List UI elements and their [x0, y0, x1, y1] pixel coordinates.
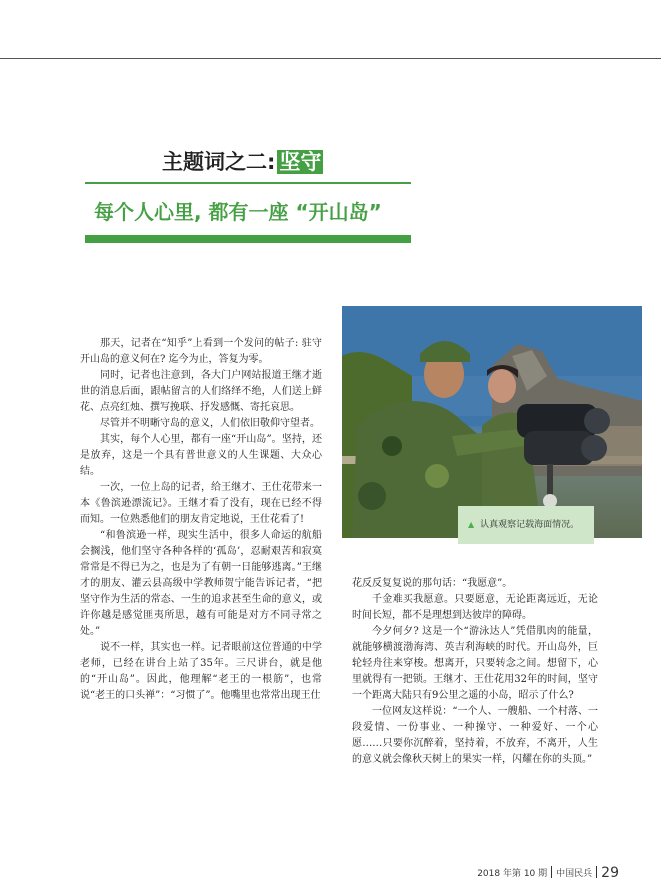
paragraph: 花反反复复说的那句话：“我愿意”。 — [352, 578, 513, 589]
paragraph: 其实，每个人心里，都有一座“开山岛”。坚持，还是放弃，这是一个具有普世意义的人生课题、大众心结。 — [80, 434, 322, 477]
top-rule — [0, 58, 661, 59]
paragraph: 一次，一位上岛的记者，给王继才、王仕花带来一本《鲁滨逊漂流记》。王继才看了没有，现在已经不得而知。一位熟悉他们的朋友肯定地说，王仕花看了! — [80, 482, 322, 525]
paragraph: 千金难买我愿意。只要愿意，无论距离远近，无论时间长短，都不是理想到达彼岸的障碍。 — [352, 594, 598, 621]
footer-divider — [596, 866, 597, 878]
triangle-marker-icon: ▲ — [468, 520, 475, 529]
article-photo — [342, 306, 642, 538]
page-number: 29 — [601, 865, 619, 881]
photo-illustration — [342, 306, 642, 538]
issue-label: 2018 年第 10 期 — [477, 869, 548, 879]
paragraph: 今夕何夕? 这是一个“游泳达人”凭借肌肉的能量，就能够横渡渤海湾、英吉利海峡的时代。开山岛外，巨轮轻舟往来穿梭。想离开，只要转念之间。想留下，心里就得有一把锁。王继才、王仕花用32年的时间，坚守一个距离大陆只有9公里之遥的小岛，昭示了什么? — [352, 626, 598, 701]
paragraph: 一位网友这样说：“一个人、一艘船、一个村落、一段爱情、一份事业、一种操守、一种爱好、一个心愿……只要你沉醉着，坚持着，不放弃，不离开，人生的意义就会像秋天树上的果实一样，闪耀在你的头顶。” — [352, 706, 598, 765]
page-footer — [477, 865, 619, 882]
section-title-highlight: 坚守 — [279, 150, 322, 174]
section-title-prefix: 主题词之二: — [162, 150, 276, 174]
paragraph: “和鲁滨逊一样，现实生活中，很多人命运的航船会搁浅，他们坚守各种各样的‘孤岛’，忍耐艰苦和寂寞常常是不得已为之，也是为了有朝一日能够逃离。”王继才的朋友、灌云县高级中学教师贺宁能告诉记者，“把坚守作为生活的常态、一生的追求甚至生命的意义，或许你越是感觉匪夷所思，越有可能是对方不同寻常之处。” — [80, 530, 322, 637]
footer-divider — [551, 866, 552, 878]
paragraph: 说不一样，其实也一样。记者眼前这位普通的中学老师，已经在讲台上站了35年。三尺讲台，就是他的“开山岛”。因此，他理解“老王的一根筋”，也常说“老王的口头禅”：“习惯了”。他嘴里也常常出现王仕 — [80, 642, 322, 701]
paragraph: 那天，记者在“知乎”上看到一个发问的帖子: 驻守开山岛的意义何在? 迄今为止，答复为零。 — [80, 338, 322, 365]
photo-caption-text: 认真观察记载海面情况。 — [480, 520, 580, 530]
title-divider — [85, 182, 411, 184]
article-column-left — [80, 336, 322, 704]
photo-caption — [458, 506, 594, 544]
paragraph: 同时，记者也注意到，各大门户网站报道王继才逝世的消息后面，跟帖留言的人们络绎不绝，人们送上鲜花、点亮红烛、撰写挽联、抒发感慨、寄托哀思。 — [80, 370, 322, 413]
section-title — [162, 148, 323, 176]
paragraph: 尽管并不明晰守岛的意义，人们依旧敬仰守望者。 — [100, 418, 320, 429]
article-column-right — [352, 576, 598, 768]
magazine-name: 中国民兵 — [556, 869, 593, 879]
headline-bar — [85, 235, 411, 243]
article-headline: 每个人心里, 都有一座 “开山岛” — [94, 200, 382, 224]
